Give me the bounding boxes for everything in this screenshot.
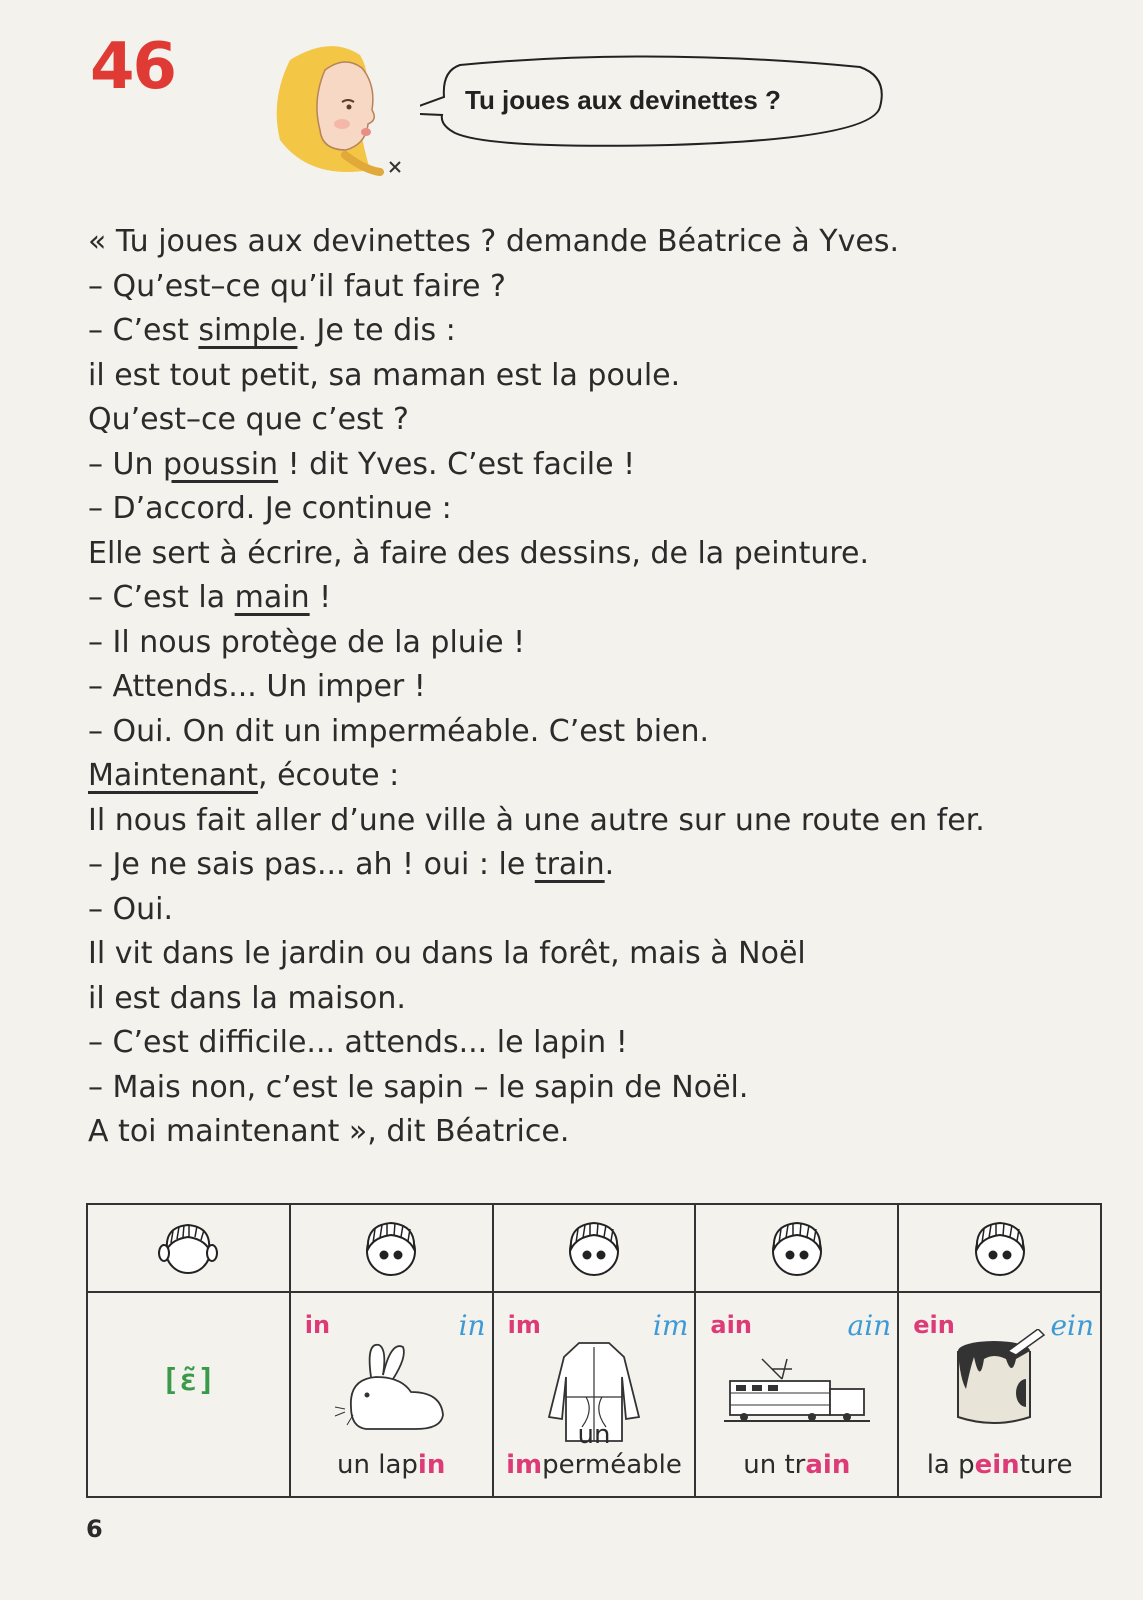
- story-text-segment: , écoute :: [258, 758, 400, 793]
- example-word: un train: [743, 1450, 851, 1480]
- story-line: [88, 220, 1108, 265]
- grapheme-cell-in: [290, 1292, 493, 1497]
- ear-face-icon: [153, 1213, 223, 1283]
- story-line: [88, 576, 1108, 621]
- underlined-word: Maintenant: [88, 758, 259, 793]
- story-text-segment: – Il nous protège de la pluie !: [88, 624, 526, 660]
- train-icon: [722, 1349, 872, 1439]
- print-grapheme: ain: [710, 1311, 752, 1339]
- story-text-segment: A toi maintenant », dit Béatrice.: [88, 1114, 570, 1149]
- story-text-segment: !: [309, 580, 332, 615]
- story-text-segment: – Oui.: [88, 891, 174, 927]
- page-number: 6: [86, 1515, 103, 1543]
- cursive-grapheme: im: [652, 1309, 689, 1342]
- story-line: [88, 398, 1108, 443]
- grapheme-cell-ein: [898, 1292, 1101, 1497]
- story-line: [88, 309, 1108, 354]
- story-text-segment: – Qu’est–ce qu’il faut faire ?: [88, 268, 506, 304]
- story-line: [88, 487, 1108, 532]
- story-line: [88, 1110, 1108, 1155]
- story-text-segment: – Oui. On dit un imperméable. C’est bien.: [88, 713, 710, 749]
- story-line: [88, 710, 1108, 755]
- story-text-segment: – Je ne sais pas... ah ! oui : le: [88, 847, 535, 882]
- ear-row: [87, 1204, 1101, 1292]
- story-text-segment: – C’est la: [88, 580, 235, 615]
- example-word: un imperméable: [506, 1420, 682, 1480]
- ear-cell: [87, 1204, 290, 1292]
- cursive-grapheme: in: [458, 1309, 486, 1342]
- story-line: [88, 443, 1108, 488]
- cursive-grapheme: ein: [1050, 1309, 1094, 1342]
- story-text-segment: Elle sert à écrire, à faire des dessins, de la peinture.: [88, 535, 870, 571]
- story-text-segment: . Je te dis :: [297, 313, 456, 348]
- story-text-segment: – Attends... Un imper !: [88, 669, 426, 704]
- story-text-segment: – Un: [88, 446, 164, 482]
- rabbit-icon: [331, 1337, 451, 1437]
- story-text: [88, 220, 1108, 1155]
- story-line: [88, 888, 1108, 933]
- example-word: un lapin: [337, 1450, 446, 1480]
- story-line: [88, 354, 1108, 399]
- speech-bubble: [420, 55, 890, 147]
- face-cell: [898, 1204, 1101, 1292]
- story-text-segment: Qu’est–ce que c’est ?: [88, 402, 409, 437]
- eyes-face-icon: [559, 1213, 629, 1283]
- eyes-face-icon: [356, 1213, 426, 1283]
- story-text-segment: il est dans la maison.: [88, 980, 406, 1016]
- story-line: [88, 532, 1108, 577]
- grapheme-cell-ain: [695, 1292, 898, 1497]
- story-text-segment: – Mais non, c’est le sapin – le sapin de Noël.: [88, 1069, 749, 1105]
- story-line: [88, 843, 1108, 888]
- face-cell: [290, 1204, 493, 1292]
- print-grapheme: im: [507, 1311, 541, 1339]
- story-text-segment: « Tu joues aux devinettes ? demande Béatrice à Yves.: [88, 224, 900, 259]
- story-text-segment: Il nous fait aller d’une ville à une autre sur une route en fer.: [88, 802, 985, 838]
- underlined-word: simple: [198, 313, 298, 348]
- story-text-segment: Il vit dans le jardin ou dans la forêt, mais à Noël: [88, 936, 806, 971]
- paint-pot-icon: [950, 1329, 1050, 1429]
- speech-bubble-text: Tu joues aux devinettes ?: [465, 85, 781, 115]
- story-text-segment: il est tout petit, sa maman est la poule.: [88, 357, 681, 393]
- story-line: [88, 932, 1108, 977]
- face-cell: [695, 1204, 898, 1292]
- story-text-segment: .: [604, 847, 615, 882]
- phoneme-cell: [87, 1292, 290, 1497]
- story-line: [88, 1066, 1108, 1111]
- lesson-number: 46: [90, 30, 176, 104]
- underlined-word: poussin: [163, 446, 279, 482]
- story-line: [88, 621, 1108, 666]
- example-word: la peinture: [926, 1450, 1073, 1480]
- story-line: [88, 799, 1108, 844]
- story-text-segment: ! dit Yves. C’est facile !: [278, 446, 636, 482]
- story-text-segment: – D’accord. Je continue :: [88, 491, 452, 526]
- girl-illustration: [250, 40, 440, 190]
- grapheme-cell-im: [493, 1292, 696, 1497]
- phoneme-table: [86, 1203, 1102, 1498]
- phoneme-symbol: [ɛ̃]: [161, 1363, 216, 1398]
- eyes-face-icon: [965, 1213, 1035, 1283]
- face-cell: [493, 1204, 696, 1292]
- cursive-grapheme: ain: [847, 1309, 892, 1342]
- story-line: [88, 265, 1108, 310]
- grapheme-row: [87, 1292, 1101, 1497]
- story-line: [88, 754, 1108, 799]
- underlined-word: train: [534, 847, 605, 882]
- eyes-face-icon: [762, 1213, 832, 1283]
- story-line: [88, 977, 1108, 1022]
- print-grapheme: ein: [913, 1311, 955, 1339]
- story-line: [88, 665, 1108, 710]
- print-grapheme: in: [304, 1311, 331, 1339]
- story-text-segment: – C’est: [88, 313, 199, 348]
- underlined-word: main: [234, 580, 310, 615]
- story-text-segment: – C’est difficile... attends... le lapin !: [88, 1025, 628, 1060]
- story-line: [88, 1021, 1108, 1066]
